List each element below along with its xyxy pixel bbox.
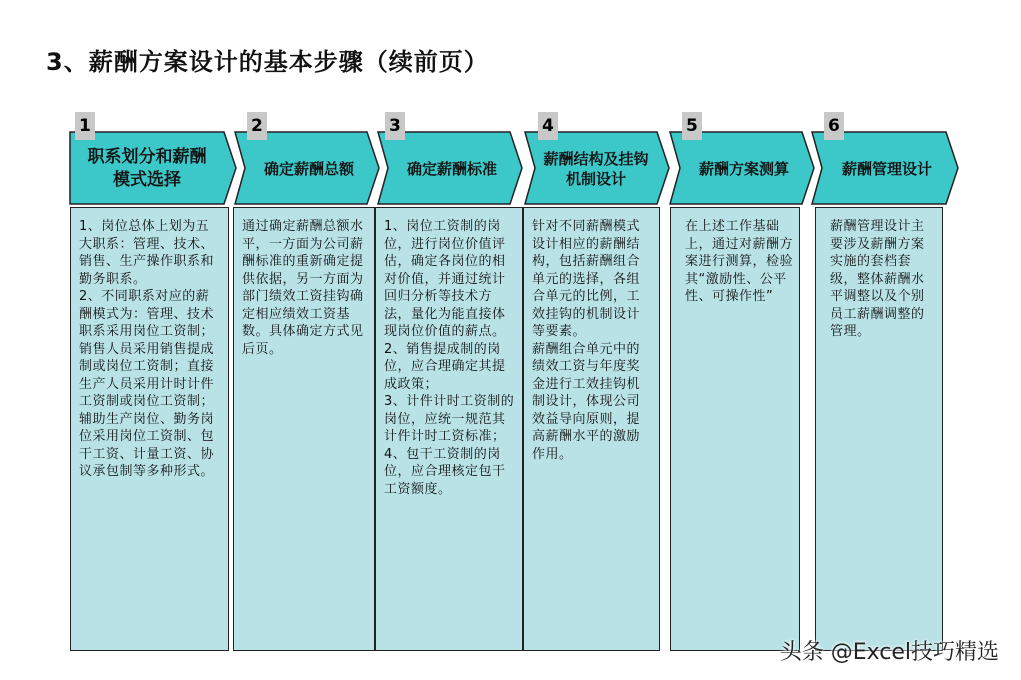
step-6-title: 薪酬管理设计	[841, 159, 932, 178]
step-3-number: 3	[385, 112, 405, 140]
step-5-header	[668, 112, 816, 212]
step-2-description: 通过确定薪酬总额水平，一方面为公司薪酬标准的重新确定提供依据，另一方面为部门绩效工资挂钩确定相应绩效工资基数。具体确定方式见后页。	[233, 207, 375, 651]
step-6-description: 薪酬管理设计主要涉及薪酬方案实施的套档套级，整体薪酬水平调整以及个别员工薪酬调整的管理。	[815, 207, 943, 651]
step-4-title: 薪酬结构及挂钩 机制设计	[543, 149, 649, 188]
page-title: 3、薪酬方案设计的基本步骤（续前页）	[46, 48, 489, 76]
step-3-description: 1、岗位工资制的岗位，进行岗位价值评估，确定各岗位的相对价值，并通过统计回归分析等技术方法，量化为能直接体现岗位价值的薪点。 2、销售提成制的岗位，应合理确定其提成政策； 3、计件计时工资制的岗位，应统一规范其计件计时工资标准； 4、包干工资制的岗位，应合理核定包干工资额度。	[375, 207, 523, 651]
step-2-number: 2	[247, 112, 267, 140]
step-3-header	[376, 112, 524, 212]
step-3-title: 确定薪酬标准	[406, 159, 497, 178]
step-2-title: 确定薪酬总额	[263, 159, 354, 178]
step-6-header	[810, 112, 960, 212]
step-4-description: 针对不同薪酬模式设计相应的薪酬结构，包括薪酬组合单元的选择，各组合单元的比例，工效挂钩的机制设计等要素。 薪酬组合单元中的绩效工资与年度奖金进行工效挂钩机制设计，体现公司效益导向原则，提高薪酬水平的激励作用。	[523, 207, 660, 651]
step-5-number: 5	[682, 112, 702, 140]
step-4-number: 4	[538, 112, 558, 140]
step-1-number: 1	[75, 112, 95, 140]
step-1-description: 1、岗位总体上划为五大职系：管理、技术、销售、生产操作职系和勤务职系。 2、不同职系对应的薪酬模式为：管理、技术职系采用岗位工资制；销售人员采用销售提成制或岗位工资制；直接生产人员采用计时计件工资制或岗位工资制；辅助生产岗位、勤务岗位采用岗位工资制、包干工资、计量工资、协议承包制等多种形式。	[70, 207, 229, 651]
step-1-title: 职系划分和薪酬 模式选择	[87, 147, 207, 190]
watermark: 头条 @Excel技巧精选	[779, 640, 999, 665]
step-5-title: 薪酬方案测算	[698, 159, 789, 178]
step-1-header	[68, 112, 238, 212]
step-4-header	[523, 112, 671, 212]
step-5-description: 在上述工作基础上，通过对薪酬方案进行测算，检验其“激励性、公平性、可操作性”	[670, 207, 800, 651]
step-2-header	[233, 112, 381, 212]
step-6-number: 6	[824, 112, 844, 140]
